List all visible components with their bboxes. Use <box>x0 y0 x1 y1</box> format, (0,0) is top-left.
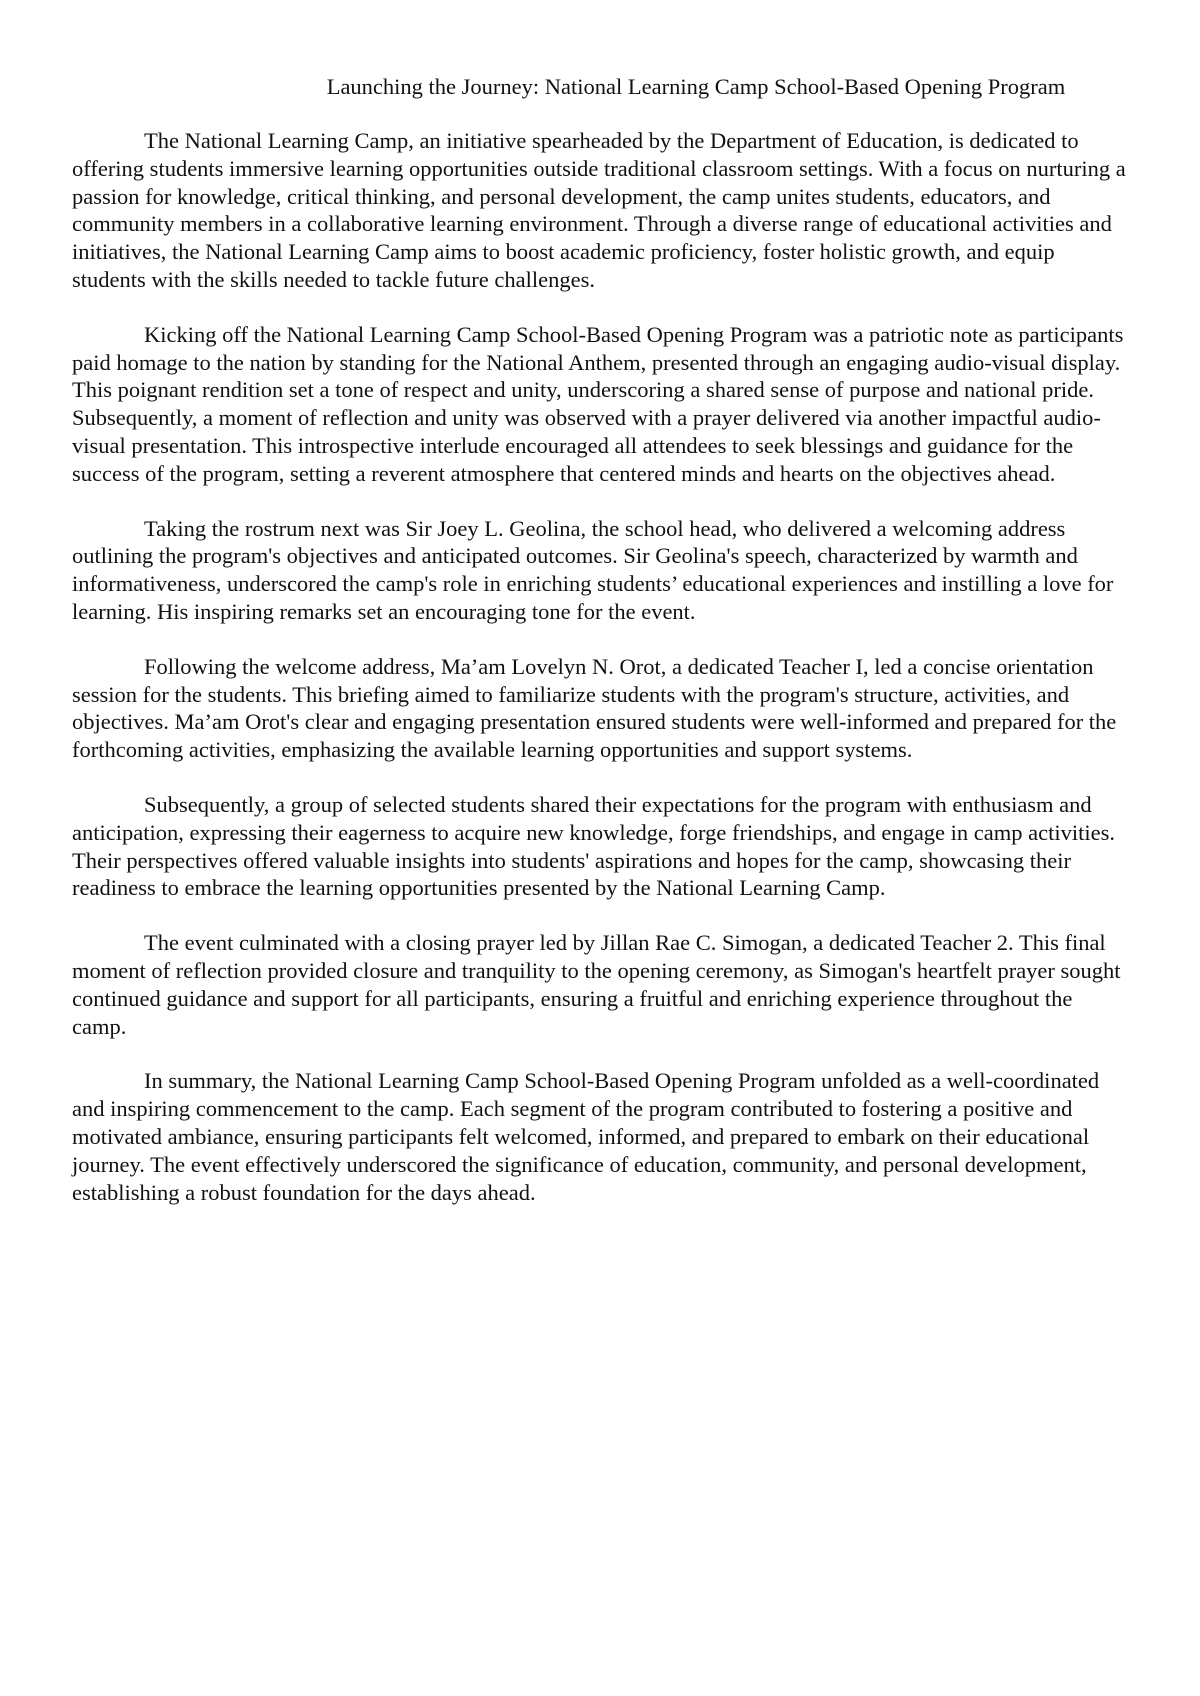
paragraph-welcome-address: Taking the rostrum next was Sir Joey L. Geolina, the school head, who delivered a welcoming address outlining the program's objectives and anticipated outcomes. Sir Geolina's speech, characterized by warmth and informativeness, underscored the camp's role in enriching students’ educational experiences and instilling a love for learning. His inspiring remarks set an encouraging tone for the event. <box>72 515 1114 624</box>
paragraph-orientation: Following the welcome address, Ma’am Lovelyn N. Orot, a dedicated Teacher I, led a concise orientation session for the students. This briefing aimed to familiarize students with the program's structure, activities, and objectives. Ma’am Orot's clear and engaging presentation ensured students were well-informed and prepared for the forthcoming activities, emphasizing the available learning opportunities and support systems. <box>72 653 1117 763</box>
paragraph-opening-anthem-prayer: Kicking off the National Learning Camp School-Based Opening Program was a patriotic note as participants paid homage to the nation by standing for the National Anthem, presented through an engaging audio-visual display. This poignant rendition set a tone of respect and unity, underscoring a shared sense of purpose and national pride. Subsequently, a moment of reflection and unity was observed with a prayer delivered via another impactful audio-visual presentation. This introspective interlude encouraged all attendees to seek blessings and guidance for the success of the program, setting a reverent atmosphere that centered minds and hearts on the objectives ahead. <box>72 321 1124 486</box>
document-title: Launching the Journey: National Learning Camp School-Based Opening Program <box>326 74 1066 99</box>
paragraph-introduction: The National Learning Camp, an initiative spearheaded by the Department of Education, is dedicated to offering students immersive learning opportunities outside traditional classroom settings. With a focus on nurturing a passion for knowledge, critical thinking, and personal development, the camp unites students, educators, and community members in a collaborative learning environment. Through a diverse range of educational activities and initiatives, the National Learning Camp aims to boost academic proficiency, foster holistic growth, and equip students with the skills needed to tackle future challenges. <box>72 128 1126 292</box>
document-body <box>72 127 1132 1233</box>
paragraph-student-expectations: Subsequently, a group of selected students shared their expectations for the program with enthusiasm and anticipation, expressing their eagerness to acquire new knowledge, forge friendships, and engage in camp activities. Their perspectives offered valuable insights into students' aspirations and hopes for the camp, showcasing their readiness to embrace the learning opportunities presented by the National Learning Camp. <box>72 791 1115 901</box>
paragraph-summary: In summary, the National Learning Camp School-Based Opening Program unfolded as a well-coordinated and inspiring commencement to the camp. Each segment of the program contributed to fostering a positive and motivated ambiance, ensuring participants felt welcomed, informed, and prepared to embark on their educational journey. The event effectively underscored the significance of education, community, and personal development, establishing a robust foundation for the days ahead. <box>72 1068 1100 1205</box>
paragraph-closing-prayer: The event culminated with a closing prayer led by Jillan Rae C. Simogan, a dedicated Teacher 2. This final moment of reflection provided closure and tranquility to the opening ceremony, as Simogan's heartfelt prayer sought continued guidance and support for all participants, ensuring a fruitful and enriching experience throughout the camp. <box>72 930 1121 1039</box>
